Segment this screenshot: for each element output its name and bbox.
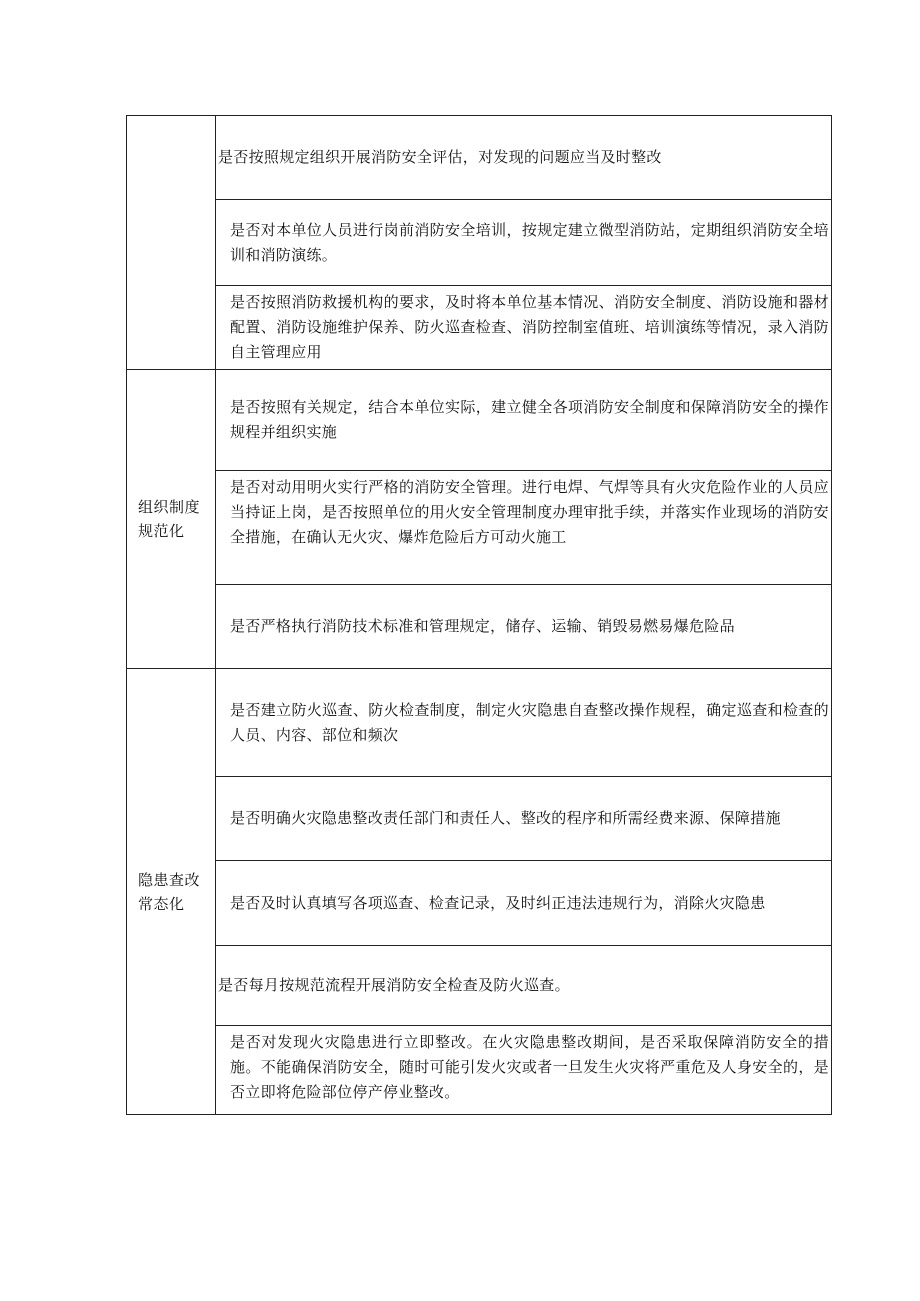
table-row (127, 471, 832, 585)
item-cell (216, 370, 832, 471)
item-cell (216, 286, 832, 370)
item-text: 是否建立防火巡查、防火检查制度，制定火灾隐患自查整改操作规程，确定巡查和检查的人员、内容、部位和频次 (230, 700, 829, 744)
table-row (127, 370, 832, 471)
item-text: 是否按照有关规定，结合本单位实际，建立健全各项消防安全制度和保障消防安全的操作规程并组织实施 (230, 398, 829, 441)
item-text: 是否明确火灾隐患整改责任部门和责任人、整改的程序和所需经费来源、保障措施 (230, 809, 781, 827)
category-cell (127, 669, 216, 1115)
table-row (127, 669, 832, 777)
item-cell (216, 585, 832, 669)
item-cell (216, 471, 832, 585)
item-text: 是否对动用明火实行严格的消防安全管理。进行电焊、气焊等具有火灾危险作业的人员应当持证上岗，是否按照单位的用火安全管理制度办理审批手续，并落实作业现场的消防安全措施，在确认无火灾、爆炸危险后方可动火施工 (230, 478, 829, 546)
category-cell (127, 116, 216, 370)
item-cell (216, 946, 832, 1026)
table-row (127, 286, 832, 370)
item-cell (216, 1026, 832, 1115)
table-row (127, 585, 832, 669)
item-text: 是否按照消防救援机构的要求，及时将本单位基本情况、消防安全制度、消防设施和器材配置、消防设施维护保养、防火巡查检查、消防控制室值班、培训演练等情况，录入消防自主管理应用 (230, 293, 829, 361)
table-row (127, 116, 832, 200)
item-text: 是否每月按规范流程开展消防安全检查及防火巡查。 (218, 976, 570, 994)
table-row (127, 200, 832, 286)
item-cell (216, 200, 832, 286)
item-cell (216, 861, 832, 946)
item-cell (216, 669, 832, 777)
table-row (127, 946, 832, 1026)
table-row (127, 861, 832, 946)
table-row (127, 1026, 832, 1115)
category-cell (127, 370, 216, 669)
item-text: 是否对本单位人员进行岗前消防安全培训，按规定建立微型消防站，定期组织消防安全培训和消防演练。 (230, 220, 829, 264)
category-label: 隐患查改常态化 (138, 870, 201, 913)
inspection-table (126, 115, 832, 1115)
item-cell (216, 777, 832, 861)
item-text: 是否及时认真填写各项巡查、检查记录，及时纠正违法违规行为，消除火灾隐患 (230, 893, 766, 912)
item-text: 是否对发现火灾隐患进行立即整改。在火灾隐患整改期间，是否采取保障消防安全的措施。不能确保消防安全，随时可能引发火灾或者一旦发生火灾将严重危及人身安全的，是否立即将危险部位停产停业整改。 (230, 1033, 829, 1101)
item-text: 是否严格执行消防技术标准和管理规定，储存、运输、销毁易燃易爆危险品 (230, 617, 735, 635)
table-row (127, 777, 832, 861)
item-cell (216, 116, 832, 200)
category-label: 组织制度规范化 (138, 498, 201, 540)
item-text: 是否按照规定组织开展消防安全评估，对发现的问题应当及时整改 (218, 148, 662, 166)
